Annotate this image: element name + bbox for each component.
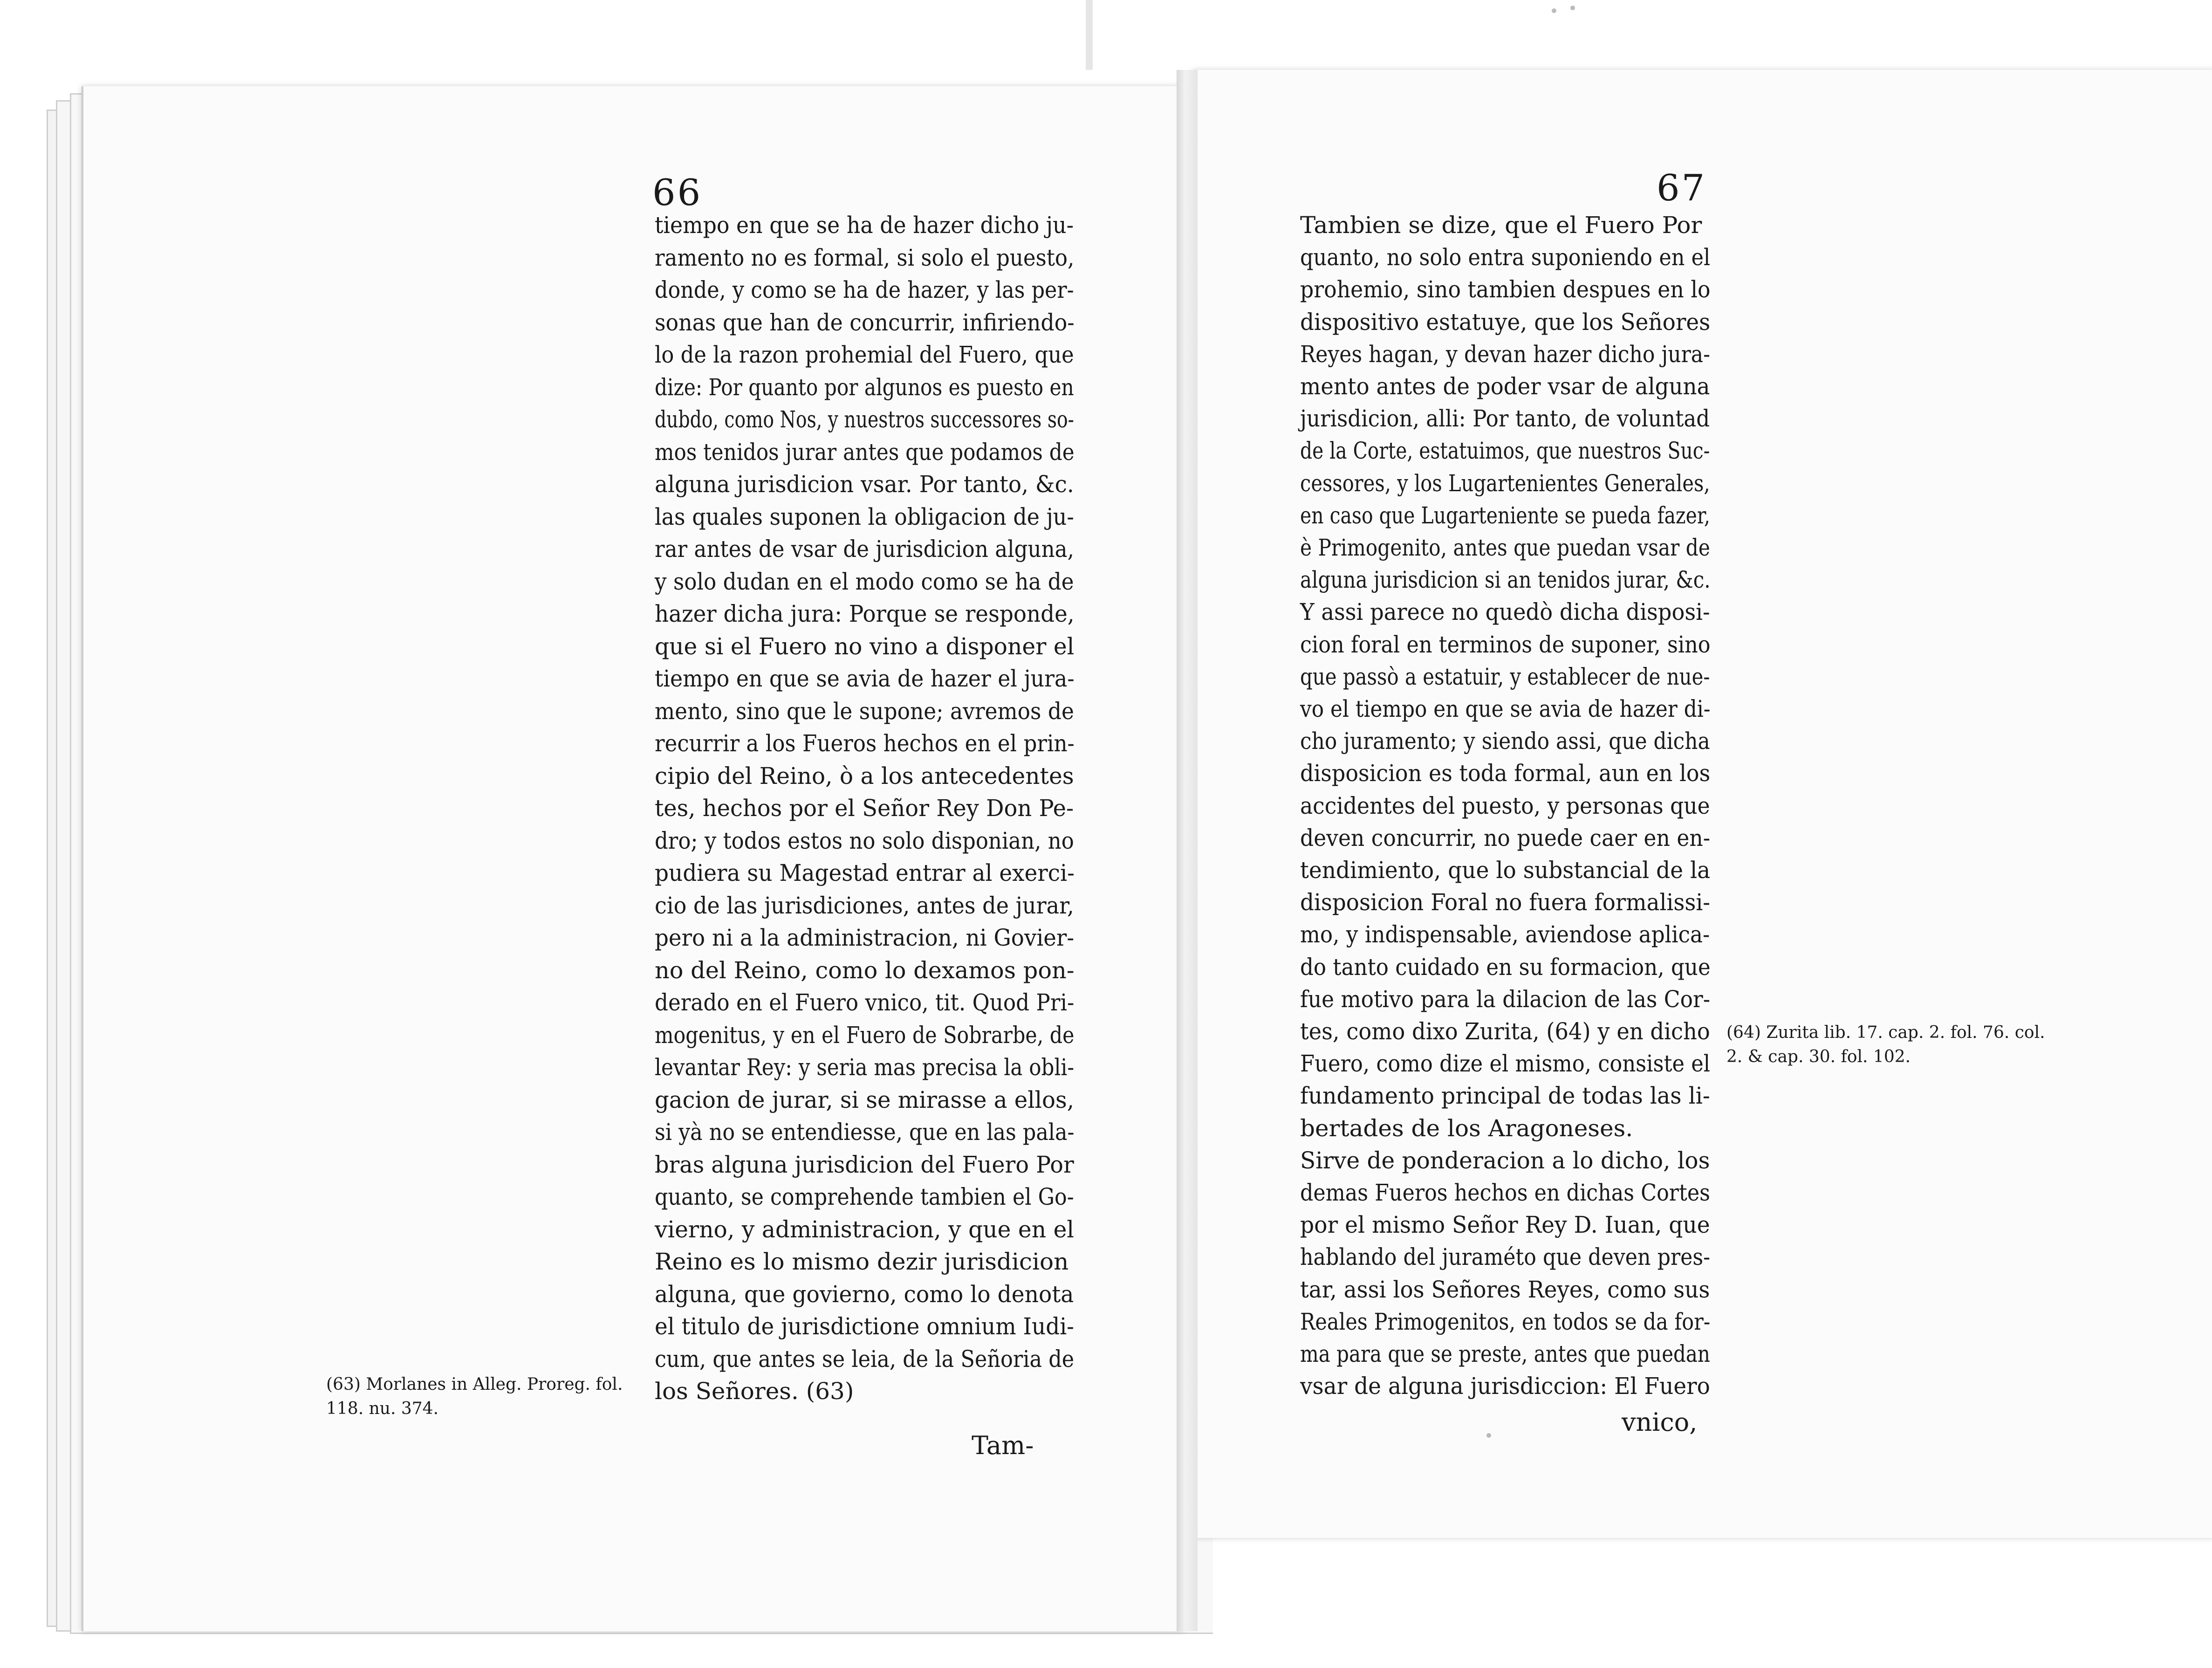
text-line: tar, assi los Señores Reyes, como sus — [1300, 1276, 1710, 1303]
left-page-footnote — [326, 1373, 623, 1421]
text-line: disposicion es toda formal, aun en los — [1300, 760, 1711, 787]
text-line: cipio del Reino, ò a los antecedentes — [655, 762, 1074, 789]
text-line: deven concurrir, no puede caer en en- — [1300, 824, 1711, 851]
text-line: por el mismo Señor Rey D. Iuan, que — [1300, 1211, 1710, 1239]
text-line: que si el Fuero no vino a disponer el — [655, 632, 1075, 660]
text-line: rar antes de vsar de jurisdicion alguna, — [655, 535, 1074, 563]
text-line: Reino es lo mismo dezir jurisdicion — [655, 1248, 1069, 1275]
scan-speck — [1552, 8, 1556, 13]
text-line: hablando del juraméto que deven pres- — [1300, 1243, 1711, 1271]
text-line: mos tenidos jurar antes que podamos de — [655, 438, 1075, 466]
text-line: pudiera su Magestad entrar al exerci- — [655, 859, 1075, 886]
text-line: mo, y indispensable, aviendose aplica- — [1300, 921, 1710, 948]
text-line: levantar Rey: y seria mas precisa la obli- — [655, 1054, 1075, 1081]
text-line: tes, como dixo Zurita, (64) y en dicho — [1300, 1018, 1710, 1045]
text-line: en caso que Lugarteniente se pueda fazer, — [1300, 501, 1710, 529]
text-line: mento, sino que le supone; avremos de — [655, 697, 1074, 725]
text-line: è Primogenito, antes que puedan vsar de — [1300, 534, 1710, 561]
text-line: tes, hechos por el Señor Rey Don Pe- — [655, 795, 1074, 822]
text-line: tiempo en que se avia de hazer el jura- — [655, 665, 1075, 692]
text-line: hazer dicha jura: Porque se responde, — [655, 600, 1075, 627]
footnote-line: (63) Morlanes in Alleg. Proreg. fol. — [326, 1375, 623, 1394]
text-line: tendimiento, que lo substancial de la — [1300, 857, 1711, 884]
text-line: jurisdicion, alli: Por tanto, de voluntad — [1300, 405, 1710, 432]
text-line: do tanto cuidado en su formacion, que — [1300, 953, 1711, 981]
footnote-line: 2. & cap. 30. fol. 102. — [1726, 1047, 1911, 1067]
book-gutter — [1177, 70, 1198, 1631]
right-page-catchword: vnico, — [1622, 1407, 1698, 1437]
text-line: de la Corte, estatuimos, que nuestros Suc- — [1300, 437, 1710, 465]
text-line: recurrir a los Fueros hechos en el prin- — [655, 730, 1075, 757]
text-line: cessores, y los Lugartenientes Generales, — [1300, 469, 1710, 497]
text-line: gacion de jurar, si se mirasse a ellos, — [655, 1086, 1075, 1113]
text-line: las quales suponen la obligacion de ju- — [655, 503, 1074, 530]
footnote-line: (64) Zurita lib. 17. cap. 2. fol. 76. col. — [1726, 1023, 2045, 1042]
text-line: Reyes hagan, y devan hazer dicho jura- — [1300, 340, 1710, 368]
text-line: el titulo de jurisdictione omnium Iudi- — [655, 1313, 1075, 1340]
left-page-catchword: Tam- — [972, 1431, 1034, 1460]
text-line: alguna jurisdicion si an tenidos jurar, &c. — [1300, 566, 1711, 594]
text-line: bertades de los Aragoneses. — [1300, 1114, 1633, 1142]
text-line: que passò a estatuir, y establecer de nue- — [1300, 663, 1710, 690]
text-line: quanto, no solo entra suponiendo en el — [1300, 244, 1711, 271]
footnote-line: 118. nu. 374. — [326, 1399, 439, 1419]
text-line: derado en el Fuero vnico, tit. Quod Pri- — [655, 989, 1075, 1016]
text-line: dro; y todos estos no solo disponian, no — [655, 827, 1074, 854]
text-line: sonas que han de concurrir, infiriendo- — [655, 309, 1075, 336]
text-line: fundamento principal de todas las li- — [1300, 1082, 1710, 1110]
text-line: fue motivo para la dilacion de las Cor- — [1300, 985, 1711, 1013]
text-line: cum, que antes se leia, de la Señoria de — [655, 1345, 1075, 1373]
text-line: si yà no se entendiesse, que en las pala- — [655, 1119, 1075, 1146]
text-line: cho juramento; y siendo assi, que dicha — [1300, 728, 1710, 755]
text-line: mento antes de poder vsar de alguna — [1300, 373, 1710, 400]
text-line: Sirve de ponderacion a lo dicho, los — [1300, 1146, 1710, 1174]
text-line: prohemio, sino tambien despues en lo — [1300, 276, 1711, 303]
page-edge-top — [1086, 0, 1093, 70]
text-line: ramento no es formal, si solo el puesto, — [655, 244, 1075, 271]
text-line: quanto, se comprehende tambien el Go- — [655, 1183, 1074, 1210]
text-line: Tambien se dize, que el Fuero Por — [1300, 212, 1702, 239]
text-line: donde, y como se ha de hazer, y las per- — [655, 276, 1074, 303]
text-line: Reales Primogenitos, en todos se da for- — [1300, 1308, 1711, 1335]
text-line: disposicion Foral no fuera formalissi- — [1300, 889, 1711, 916]
text-line: dubdo, como Nos, y nuestros successores so- — [655, 406, 1074, 433]
text-line: no del Reino, como lo dexamos pon- — [655, 956, 1075, 984]
text-line: vsar de alguna jurisdiccion: El Fuero — [1300, 1373, 1710, 1400]
text-line: bras alguna jurisdicion del Fuero Por — [655, 1151, 1074, 1178]
right-page-number: 67 — [1657, 167, 1707, 209]
text-line: lo de la razon prohemial del Fuero, que — [655, 341, 1074, 368]
text-line: mogenitus, y en el Fuero de Sobrarbe, de — [655, 1021, 1075, 1049]
text-line: vo el tiempo en que se avia de hazer di- — [1300, 695, 1711, 722]
text-line: dize: Por quanto por algunos es puesto en — [655, 373, 1074, 401]
scan-speck — [1486, 1433, 1491, 1438]
text-line: vierno, y administracion, y que en el — [655, 1215, 1075, 1243]
text-line: pero ni a la administracion, ni Govier- — [655, 924, 1075, 951]
text-line: alguna, que govierno, como lo denota — [655, 1280, 1074, 1308]
text-line: y solo dudan en el modo como se ha de — [655, 568, 1074, 595]
text-line: alguna jurisdicion vsar. Por tanto, &c. — [655, 471, 1074, 498]
text-line: demas Fueros hechos en dichas Cortes — [1300, 1179, 1710, 1206]
right-page-footnote — [1726, 1021, 2045, 1069]
text-line: cion foral en terminos de suponer, sino — [1300, 631, 1711, 658]
left-page-number: 66 — [652, 172, 703, 214]
text-line: Fuero, como dize el mismo, consiste el — [1300, 1050, 1711, 1078]
text-line: los Señores. (63) — [655, 1378, 854, 1405]
scan-speck — [1570, 6, 1575, 10]
text-line: ma para que se preste, antes que puedan — [1300, 1340, 1710, 1367]
text-line: Y assi parece no quedò dicha disposi- — [1300, 598, 1710, 626]
text-line: dispositivo estatuye, que los Señores — [1300, 308, 1711, 336]
text-line: tiempo en que se ha de hazer dicho ju- — [655, 212, 1074, 239]
text-line: cio de las jurisdiciones, antes de jurar, — [655, 892, 1074, 919]
text-line: accidentes del puesto, y personas que — [1300, 792, 1710, 819]
